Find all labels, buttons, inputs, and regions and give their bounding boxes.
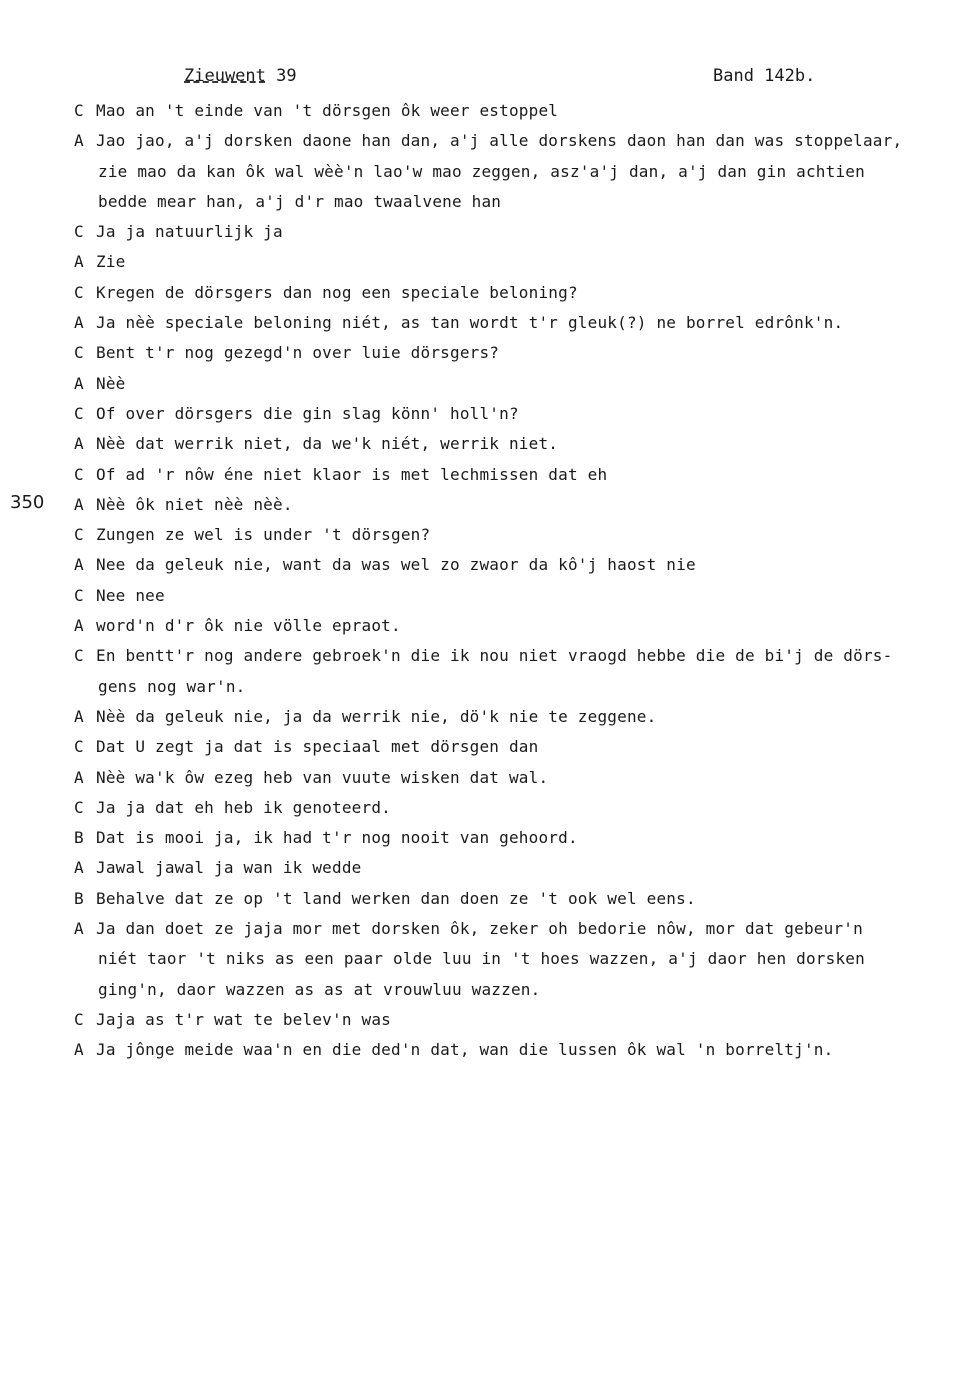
utterance-line: Zie bbox=[96, 252, 126, 272]
transcript-entry bbox=[74, 278, 964, 308]
utterance bbox=[96, 490, 293, 520]
transcript-entry bbox=[74, 581, 964, 611]
utterance bbox=[96, 823, 578, 853]
utterance-line: Nee nee bbox=[96, 585, 165, 605]
utterance-line: bedde mear han, a'j d'r mao twaalvene han bbox=[98, 191, 502, 211]
utterance-line: Ja ja natuurlijk ja bbox=[96, 222, 283, 242]
utterance-line: Ja ja dat eh heb ik genoteerd. bbox=[96, 797, 391, 817]
utterance-line: Nèè dat werrik niet, da we'k niét, werrik niet. bbox=[96, 434, 559, 454]
margin-line-number: 350 bbox=[10, 492, 45, 513]
utterance bbox=[96, 126, 902, 217]
utterance bbox=[96, 429, 558, 459]
utterance-line: Nèè wa'k ôw ezeg heb van vuute wisken dat wal. bbox=[96, 767, 549, 787]
speaker-label: A bbox=[74, 252, 84, 272]
utterance bbox=[96, 1005, 391, 1035]
utterance-line: ging'n, daor wazzen as as at vrouwluu wazzen. bbox=[98, 979, 541, 999]
speaker-label: A bbox=[74, 313, 84, 333]
utterance-line: Nèè bbox=[96, 373, 126, 393]
transcript-body bbox=[74, 96, 964, 1066]
utterance bbox=[96, 853, 362, 883]
utterance-line: Of ad 'r nôw éne niet klaor is met lechmissen dat eh bbox=[96, 464, 608, 484]
utterance bbox=[96, 460, 607, 490]
utterance-line: Behalve dat ze op 't land werken dan doen ze 't ook wel eens. bbox=[96, 888, 696, 908]
transcript-entry bbox=[74, 793, 964, 823]
utterance-line: niét taor 't niks as een paar olde luu in 't hoes wazzen, a'j daor hen dorsken bbox=[98, 949, 865, 969]
utterance-line: Jao jao, a'j dorsken daone han dan, a'j alle dorskens daon han dan was stoppelaar, bbox=[96, 131, 903, 151]
speaker-label: A bbox=[74, 555, 84, 575]
speaker-label: A bbox=[74, 767, 84, 787]
utterance bbox=[96, 550, 696, 580]
utterance-line: Nèè ôk niet nèè nèè. bbox=[96, 494, 293, 514]
utterance-line: Bent t'r nog gezegd'n over luie dörsgers? bbox=[96, 343, 500, 363]
utterance-line: Dat U zegt ja dat is speciaal met dörsgen dan bbox=[96, 737, 539, 757]
utterance-line: Jawal jawal ja wan ik wedde bbox=[96, 858, 362, 878]
utterance-line: Of over dörsgers die gin slag könn' holl'n? bbox=[96, 403, 519, 423]
speaker-label: A bbox=[74, 706, 84, 726]
speaker-label: A bbox=[74, 1040, 84, 1060]
utterance-line: Jaja as t'r wat te belev'n was bbox=[96, 1009, 391, 1029]
speaker-label: C bbox=[74, 282, 84, 302]
utterance bbox=[96, 278, 578, 308]
utterance bbox=[96, 702, 656, 732]
transcript-entry bbox=[74, 763, 964, 793]
utterance bbox=[96, 884, 696, 914]
transcript-entry bbox=[74, 550, 964, 580]
transcript-entry bbox=[74, 732, 964, 762]
utterance bbox=[96, 308, 843, 338]
utterance-line: gens nog war'n. bbox=[98, 676, 246, 696]
utterance bbox=[96, 1035, 833, 1065]
speaker-label: C bbox=[74, 646, 84, 666]
transcript-entry bbox=[74, 1035, 964, 1065]
speaker-label: C bbox=[74, 101, 84, 120]
speaker-label: C bbox=[74, 525, 84, 545]
utterance bbox=[96, 369, 126, 399]
utterance-line: Dat is mooi ja, ik had t'r nog nooit van gehoord. bbox=[96, 828, 578, 848]
utterance bbox=[96, 641, 892, 702]
transcript-entry bbox=[74, 823, 964, 853]
page-number: 39 bbox=[276, 66, 297, 86]
utterance-line: Kregen de dörsgers dan nog een speciale beloning? bbox=[96, 282, 578, 302]
speaker-label: C bbox=[74, 585, 84, 605]
transcript-entry bbox=[74, 369, 964, 399]
speaker-label: B bbox=[74, 828, 84, 848]
utterance-line: Ja dan doet ze jaja mor met dorsken ôk, zeker oh bedorie nôw, mor dat gebeur'n bbox=[96, 919, 863, 939]
utterance-line: En bentt'r nog andere gebroek'n die ik nou niet vraogd hebbe die de bi'j de dörs- bbox=[96, 646, 893, 666]
utterance bbox=[96, 611, 401, 641]
page-header-left bbox=[184, 66, 297, 86]
utterance-line: zie mao da kan ôk wal wèè'n lao'w mao zeggen, asz'a'j dan, a'j dan gin achtien bbox=[98, 161, 865, 181]
speaker-label: A bbox=[74, 373, 84, 393]
utterance bbox=[96, 399, 519, 429]
utterance-line: word'n d'r ôk nie völle epraot. bbox=[96, 616, 401, 636]
speaker-label: A bbox=[74, 858, 84, 878]
transcript-entry bbox=[74, 853, 964, 883]
speaker-label: B bbox=[74, 888, 84, 908]
speaker-label: C bbox=[74, 1009, 84, 1029]
transcript-entry bbox=[74, 96, 964, 126]
utterance-line: Ja jônge meide waa'n en die ded'n dat, wan die lussen ôk wal 'n borreltj'n. bbox=[96, 1040, 834, 1060]
transcript-entry bbox=[74, 490, 964, 520]
transcript-entry bbox=[74, 126, 964, 217]
utterance bbox=[96, 581, 165, 611]
transcript-entry bbox=[74, 641, 964, 702]
transcript-entry bbox=[74, 399, 964, 429]
speaker-label: C bbox=[74, 343, 84, 363]
speaker-label: C bbox=[74, 797, 84, 817]
utterance bbox=[96, 793, 391, 823]
speaker-label: A bbox=[74, 434, 84, 454]
speaker-label: C bbox=[74, 737, 84, 757]
utterance bbox=[96, 247, 126, 277]
utterance bbox=[96, 217, 283, 247]
transcript-entry bbox=[74, 611, 964, 641]
transcript-entry bbox=[74, 702, 964, 732]
utterance bbox=[96, 732, 538, 762]
speaker-label: A bbox=[74, 494, 84, 514]
utterance-line: Nèè da geleuk nie, ja da werrik nie, dö'k nie te zeggene. bbox=[96, 706, 657, 726]
transcript-entry bbox=[74, 247, 964, 277]
utterance bbox=[96, 338, 499, 368]
place-name: Zieuwent bbox=[184, 66, 266, 86]
transcript-entry bbox=[74, 914, 964, 1005]
transcript-entry bbox=[74, 1005, 964, 1035]
transcript-entry bbox=[74, 520, 964, 550]
utterance-line: Nee da geleuk nie, want da was wel zo zwaor da kô'j haost nie bbox=[96, 555, 696, 575]
transcript-entry bbox=[74, 308, 964, 338]
utterance-line: Zungen ze wel is under 't dörsgen? bbox=[96, 525, 431, 545]
speaker-label: A bbox=[74, 616, 84, 636]
utterance bbox=[96, 914, 865, 1005]
speaker-label: A bbox=[74, 919, 84, 939]
utterance-line: Mao an 't einde van 't dörsgen ôk weer estoppel bbox=[96, 101, 559, 120]
utterance bbox=[96, 520, 430, 550]
speaker-label: C bbox=[74, 403, 84, 423]
transcript-entry bbox=[74, 460, 964, 490]
speaker-label: C bbox=[74, 222, 84, 242]
transcript-entry bbox=[74, 884, 964, 914]
speaker-label: A bbox=[74, 131, 84, 151]
transcript-entry bbox=[74, 429, 964, 459]
transcript-entry bbox=[74, 217, 964, 247]
tape-label: Band 142b. bbox=[713, 66, 816, 86]
utterance bbox=[96, 96, 558, 126]
utterance-line: Ja nèè speciale beloning niét, as tan wordt t'r gleuk(?) ne borrel edrônk'n. bbox=[96, 313, 844, 333]
transcript-entry bbox=[74, 338, 964, 368]
speaker-label: C bbox=[74, 464, 84, 484]
utterance bbox=[96, 763, 548, 793]
